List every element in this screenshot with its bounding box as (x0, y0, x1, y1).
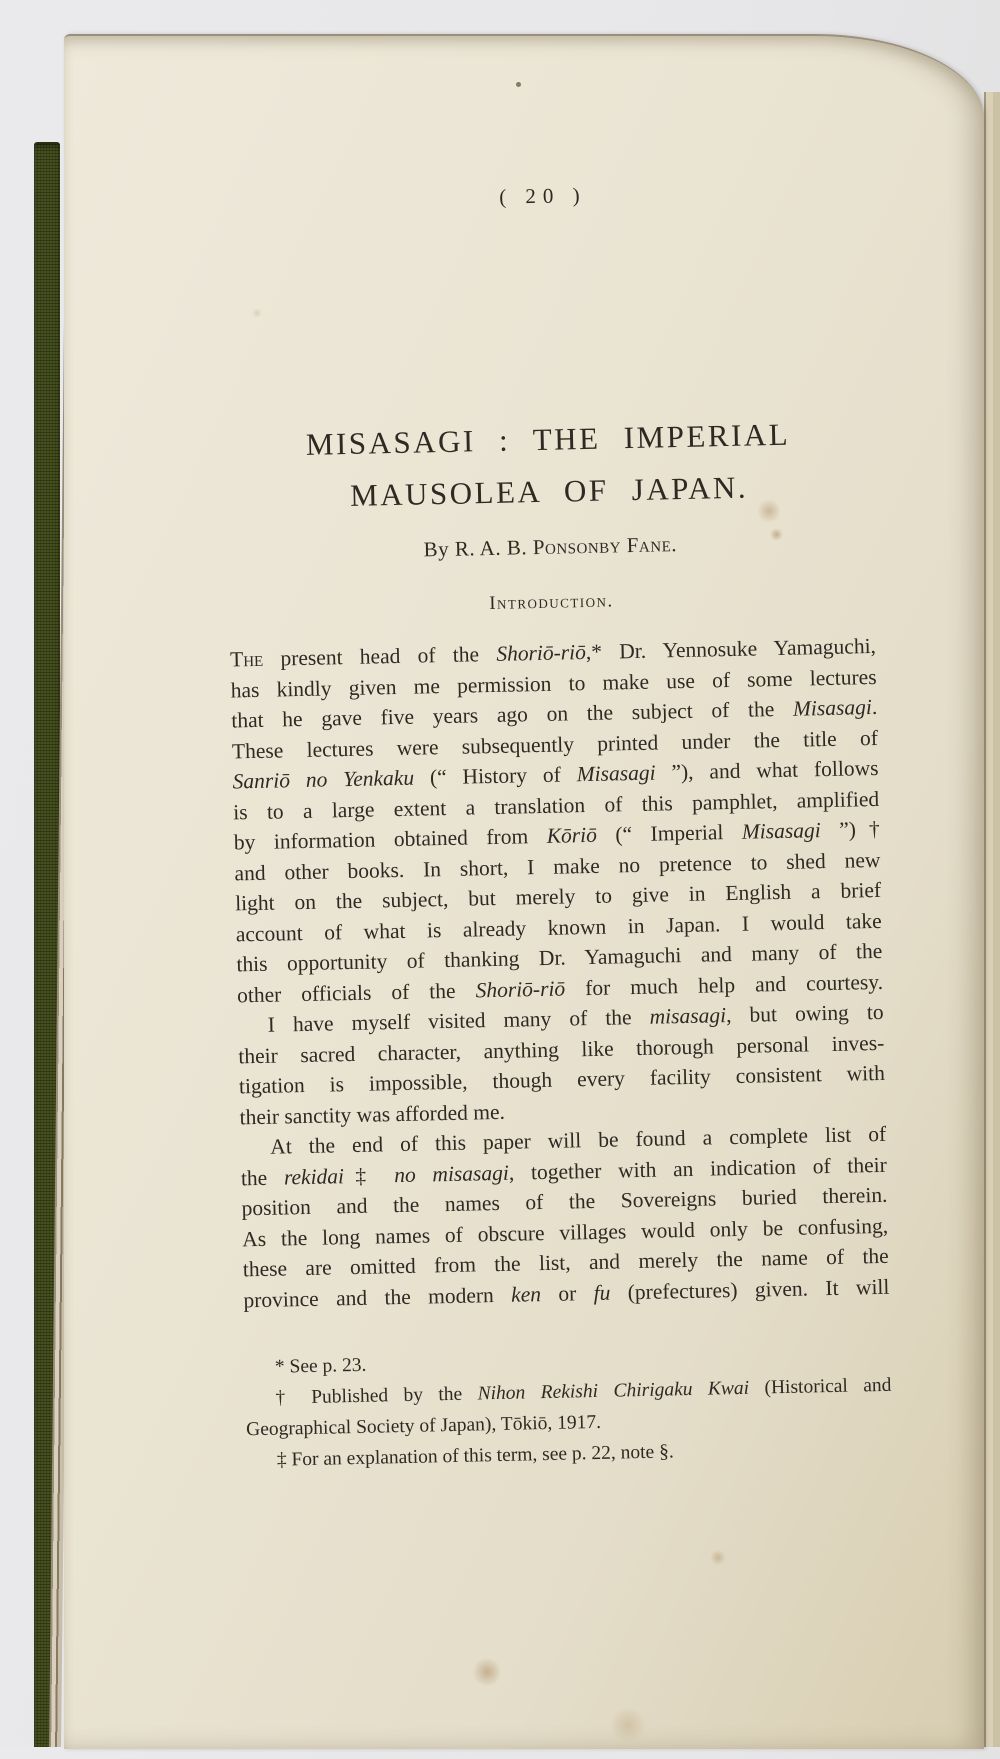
body-line: has kindly given me permission to make use of some lectures (230, 664, 877, 702)
body-line: Sanriō no Yenkaku (“ History of Misasagi ”), and what follows (232, 755, 879, 794)
footnote-line: * See p. 23. (274, 1354, 367, 1378)
body-line: the rekidai‡ no misasagi, together with an indication of their (240, 1152, 888, 1190)
article-title-line1: MISASAGI : THE IMPERIAL (305, 416, 791, 462)
page-number: ( 20 ) (498, 182, 587, 209)
article-title (225, 407, 872, 524)
byline-author-name: Ponsonby Fane. (532, 532, 678, 560)
footnote-line: Geographical Society of Japan), Tōkiō, 1917. (245, 1411, 602, 1441)
body-line: account of what is already known in Japan. I would take (235, 908, 882, 946)
body-line: by information obtained from Kōriō (“ Imperial Misasagi ”)† (233, 816, 881, 855)
section-heading: Introduction. (488, 590, 614, 615)
body-line: I have myself visited many of the misasagi, but owing to (267, 999, 884, 1037)
body-line: position and the names of the Sovereigns buried therein. (241, 1182, 888, 1221)
body-text (230, 631, 890, 1315)
byline-prefix: By R. A. B. (423, 535, 534, 562)
body-line: At the end of this paper will be found a complete list of (270, 1121, 887, 1159)
body-line: is to a large extent a translation of this pamphlet, amplified (233, 786, 880, 824)
body-line: other officials of the Shoriō-riō for much help and courtesy. (236, 969, 884, 1007)
footnote-line: † Published by the Nihon Rekishi Chirigaku Kwai (Historical and (275, 1374, 892, 1409)
body-line: These lectures were subsequently printed under the title of (231, 725, 879, 763)
article-title-line2: MAUSOLEA OF JAPAN. (349, 469, 749, 513)
body-line: As the long names of obscure villages would only be confusing, (241, 1213, 889, 1251)
footnote-line: ‡ For an explanation of this term, see p. 22, note §. (276, 1441, 674, 1471)
body-line: tigation is impossible, though every facility consistent with (238, 1060, 886, 1099)
byline (228, 528, 873, 567)
body-line: their sacred character, anything like thorough personal inves- (238, 1030, 885, 1068)
body-line: light on the subject, but merely to give in English a brief (234, 877, 882, 916)
page-content (61, 27, 1000, 1759)
body-line: The present head of the Shoriō-riō,* Dr. Yennosuke Yamaguchi, (229, 633, 877, 672)
body-line: these are omitted from the list, and merely the name of the (242, 1243, 889, 1282)
book-page (64, 34, 984, 1749)
footnotes (245, 1339, 893, 1477)
body-line: this opportunity of thanking Dr. Yamaguchi and many of the (236, 938, 883, 977)
body-line: province and the modern ken or fu (prefectures) given. It will (243, 1274, 890, 1312)
body-line: and other books. In short, I make no pretence to shed new (234, 847, 881, 885)
body-line: their sanctity was afforded me. (239, 1099, 506, 1129)
body-line: that he gave five years ago on the subject of the Misasagi. (231, 694, 878, 733)
